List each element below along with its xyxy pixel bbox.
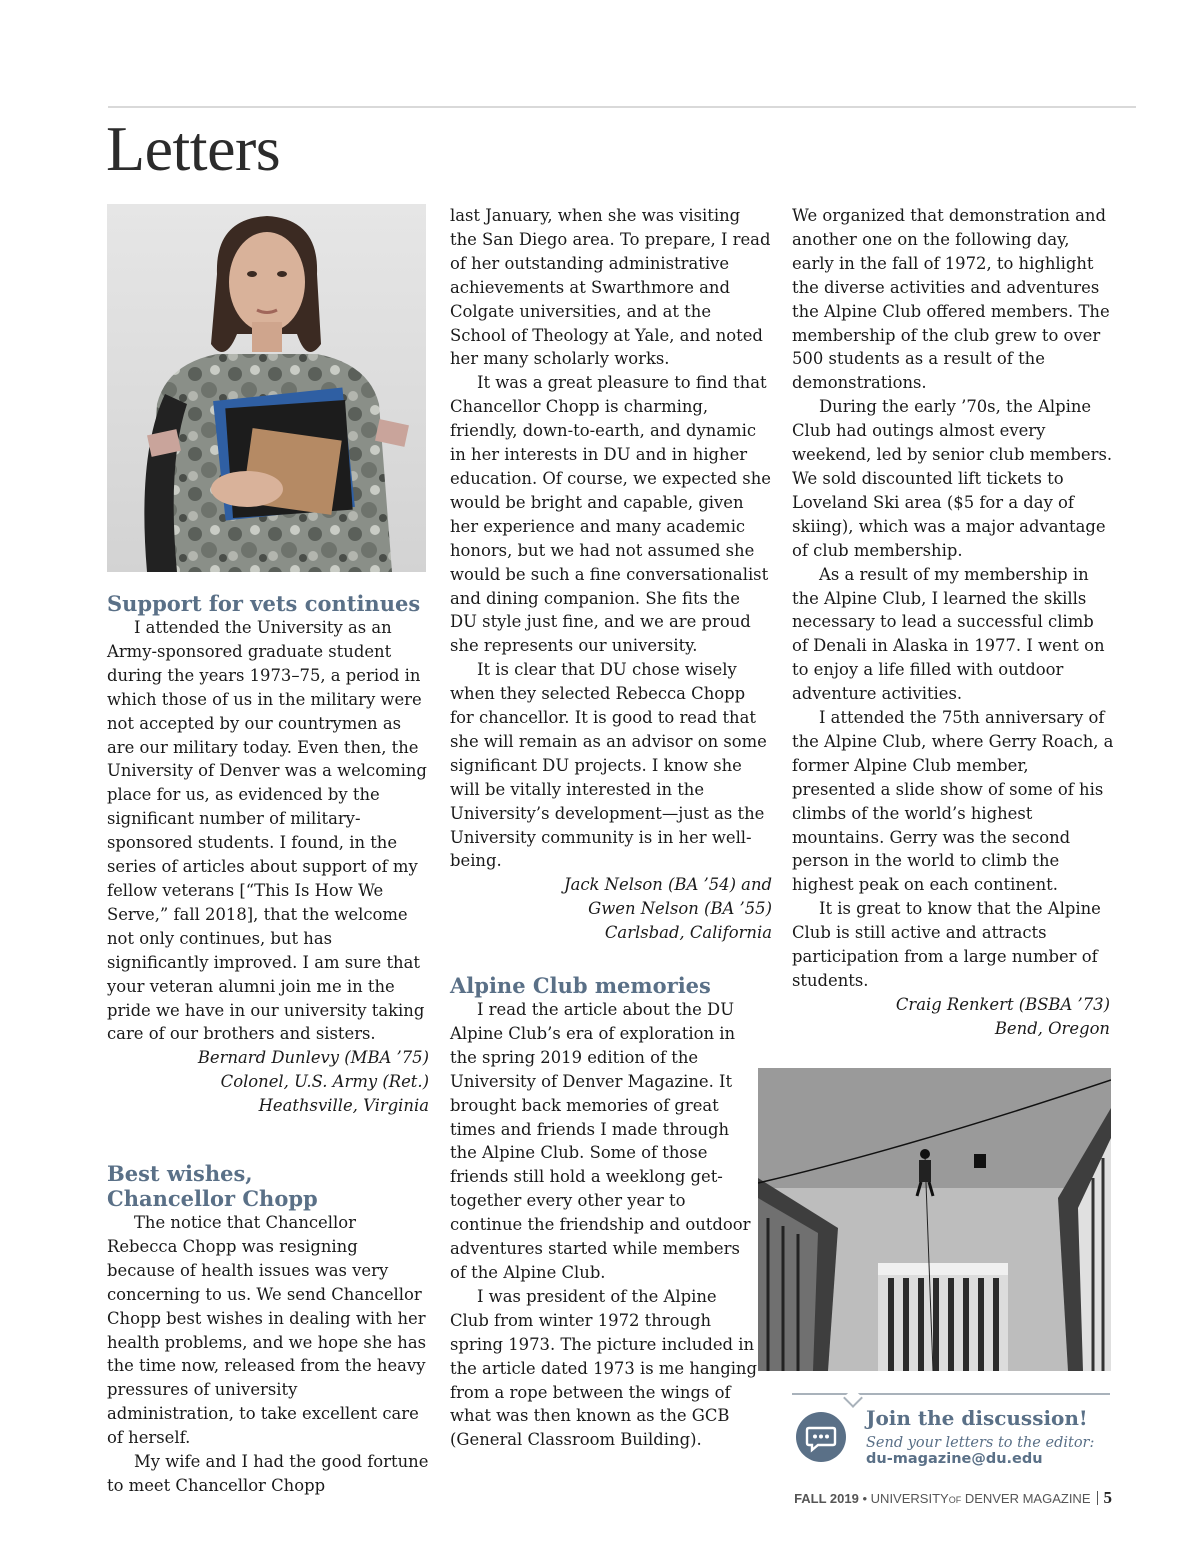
footer-divider bbox=[1097, 1491, 1098, 1505]
signature-renkert bbox=[792, 993, 1110, 1041]
page-footer bbox=[794, 1488, 1112, 1508]
cta-divider-notch bbox=[843, 1388, 863, 1408]
soldier-photo bbox=[107, 204, 426, 572]
signature-title: Colonel, U.S. Army (Ret.) bbox=[220, 1072, 429, 1092]
cta-subtitle: Send your letters to the editor: bbox=[866, 1435, 1095, 1451]
alpine-club-illustration bbox=[758, 1068, 1111, 1371]
letter-2-paragraph-1: The notice that Chancellor Rebecca Chopp was resigning because of health issues was very concerning to us. We send Chancellor Chopp best wishes in dealing with her health problems, and we hope she has the time now, released from the heavy pressures of university administration, to take excellent care of herself. bbox=[107, 1213, 427, 1448]
heading-best-wishes bbox=[107, 1161, 429, 1211]
footer-publication-part-2: DENVER MAGAZINE bbox=[964, 1491, 1091, 1506]
footer-publication-of: OF bbox=[948, 1495, 962, 1505]
cta-title: Join the discussion! bbox=[866, 1406, 1088, 1430]
letter-3-paragraph-4: During the early ’70s, the Alpine Club had outings almost every weekend, led by senior club members. We sold discounted lift tickets to Loveland Ski area ($5 for a day of skiing), which was a major advantage of club membership. bbox=[792, 397, 1113, 560]
signature-nelson bbox=[450, 873, 772, 945]
soldier-illustration bbox=[107, 204, 426, 572]
editor-email-link[interactable]: du-magazine@du.edu bbox=[866, 1451, 1043, 1467]
letter-2-paragraph-2-continued: last January, when she was visiting the San Diego area. To prepare, I read of her outstanding administrative achievements at Swarthmore and Colgate universities, and at the School of Theology at Yale, and noted her many scholarly works. bbox=[450, 206, 771, 369]
letter-1-paragraph-1: I attended the University as an Army-sponsored graduate student during the years 1973–75, a period in which those of us in the military were not accepted by our countrymen as are our military today. Even then, the University of Denver was a welcoming place for us, as evidenced by the significant number of military-sponsored students. I found, in the series of articles about support of my fellow veterans [“This Is How We Serve,” fall 2018], that the welcome not only continues, but has significantly improved. I am sure that your veteran alumni join me in the pride we have in our university taking care of our brothers and sisters. bbox=[107, 618, 427, 1044]
letter-3-paragraph-1: I read the article about the DU Alpine Club’s era of exploration in the spring 2019 edition of the University of Denver Magazine. It brought back memories of great times and friends I made through the Alpine Club. Some of those friends still hold a weeklong get-together every other year to continue the friendship and outdoor adventures started while members of the Alpine Club. bbox=[450, 1000, 751, 1282]
heading-support-for-vets: Support for vets continues bbox=[107, 591, 421, 616]
column-3 bbox=[792, 204, 1114, 1041]
page-title: Letters bbox=[106, 113, 281, 184]
signature-location: Bend, Oregon bbox=[994, 1018, 1110, 1038]
letter-3-paragraph-5: As a result of my membership in the Alpine Club, I learned the skills necessary to lead a successful climb of Denali in Alaska in 1977. I went on to enjoy a life filled with outdoor adventure activities. bbox=[792, 564, 1105, 704]
signature-name-2: Gwen Nelson (BA ’55) bbox=[588, 899, 772, 919]
column-2-lower bbox=[450, 973, 760, 1452]
heading-line-1: Best wishes, bbox=[107, 1161, 253, 1187]
signature-location: Carlsbad, California bbox=[604, 923, 772, 943]
chat-bubble-icon bbox=[796, 1412, 846, 1462]
column-1 bbox=[107, 591, 429, 1498]
column-2 bbox=[450, 204, 772, 945]
letter-3-paragraph-2: I was president of the Alpine Club from winter 1972 through spring 1973. The picture included in the article dated 1973 is me hanging from a rope between the wings of what was then known as the GCB (General Classroom Building). bbox=[450, 1286, 757, 1450]
letter-2-paragraph-4: It is clear that DU chose wisely when they selected Rebecca Chopp for chancellor. It is good to read that she will remain as an advisor on some significant DU projects. I know she will be vitally interested in the University’s development—just as the University community is in her well-being. bbox=[450, 660, 767, 871]
signature-dunlevy bbox=[107, 1046, 429, 1118]
footer-separator: • bbox=[862, 1491, 868, 1506]
heading-alpine-club-memories: Alpine Club memories bbox=[450, 973, 711, 998]
heading-line-2: Chancellor Chopp bbox=[107, 1186, 318, 1212]
letter-3-paragraph-6: I attended the 75th anniversary of the Alpine Club, where Gerry Roach, a former Alpine Club member, presented a slide show of some of his climbs of the world’s highest mountains. Gerry was the second person in the world to climb the highest peak on each continent. bbox=[792, 708, 1114, 895]
signature-name: Bernard Dunlevy (MBA ’75) bbox=[197, 1048, 429, 1068]
letter-3-paragraph-3: We organized that demonstration and another one on the following day, early in the fall of 1972, to highlight the diverse activities and adventures the Alpine Club offered members. The membership of the club grew to over 500 students as a result of the demonstrations. bbox=[792, 206, 1110, 393]
signature-location: Heathsville, Virginia bbox=[258, 1096, 429, 1116]
footer-season: FALL 2019 bbox=[794, 1491, 859, 1506]
letter-2-paragraph-3: It was a great pleasure to find that Chancellor Chopp is charming, friendly, down-to-earth, and dynamic in her interests in DU and in higher education. Of course, we expected she would be bright and capable, given her experience and many academic honors, but we had not assumed she would be such a fine conversationalist and dining companion. She fits the DU style just fine, and we are proud she represents our university. bbox=[450, 373, 771, 656]
top-rule bbox=[108, 106, 1136, 108]
signature-name: Craig Renkert (BSBA ’73) bbox=[895, 994, 1110, 1014]
footer-publication-part-1: UNIVERSITY bbox=[870, 1491, 949, 1506]
cta-divider bbox=[792, 1393, 1110, 1395]
alpine-club-photo bbox=[758, 1068, 1111, 1371]
signature-name: Jack Nelson (BA ’54) and bbox=[564, 875, 772, 895]
letter-2-paragraph-2: My wife and I had the good fortune to meet Chancellor Chopp bbox=[107, 1452, 429, 1495]
page-number: 5 bbox=[1103, 1488, 1112, 1507]
letter-3-paragraph-7: It is great to know that the Alpine Club is still active and attracts participation from a large number of students. bbox=[792, 899, 1101, 990]
